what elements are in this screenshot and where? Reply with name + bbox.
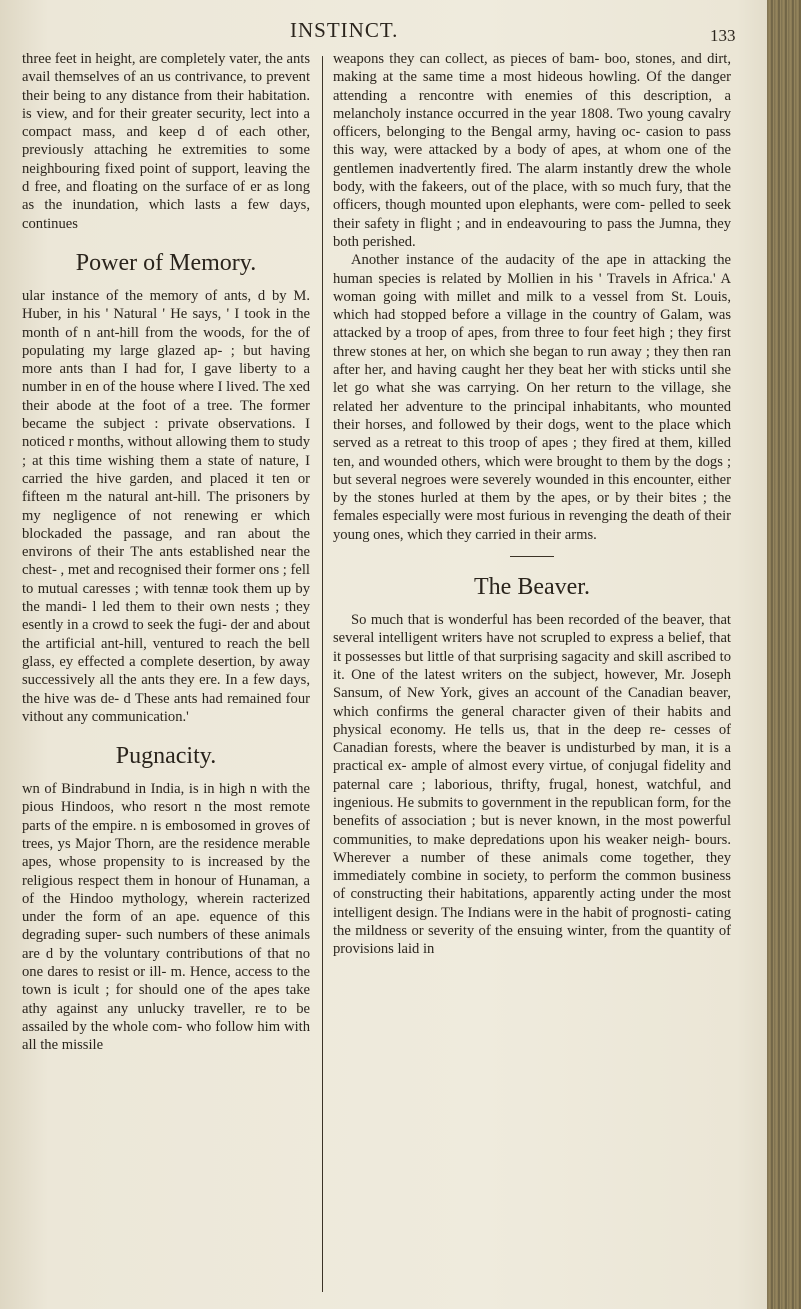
book-edge	[767, 0, 801, 1309]
left-paragraph-2: ular instance of the memory of ants, d by M. Huber, in his ' Natural ' He says, ' I took in the month of n ant-hill from the woods, for the of populating my large glazed ap- ; but having more ants than I had for, I gave liberty to a number in en of the house where I lived. The xed their abode at the foot of a tree. The former became the subject : private observations. I noticed r months, without allowing them to study ; at this time wishing them a state of nature, I carried the hive garden, and placed it ten or fifteen m the natural ant-hill. The prisoners by my negligence of not renewing er which blockaded the passage, and ran about the environs of their The ants established near the chest- , met and recognised their former ons ; fell to mutual caresses ; with tennæ took them up by the mandi- l led them to their own nests ; they esently in a crowd to seek the fugi- der and about the artificial ant-hill, ventured to reach the bell glass, ey effected a complete desertion, by away successively all the ants they ere. In a few days, the hive was de- d These ants had remained four vithout any communication.'	[22, 287, 310, 725]
right-paragraph-2: Another instance of the audacity of the ape in attacking the human species is related by Mollien in his ' Travels in Africa.' A woman going with millet and milk to a vessel from St. Louis, which had stopped before a village in the country of Galam, was attacked by a troop of apes, from three to four feet high ; they first threw stones at her, on which she began to run away ; they then ran after her, and having caught her they beat her with sticks until she let go what she was carrying. On her return to the village, she related her adventure to the principal inhabitants, who mounted their horses, and followed by their dogs, went to the place which served as a retreat to this troop of apes ; they fired at them, killed ten, and wounded others, which were brought to them by the dogs ; but several negroes were severely wounded in this encounter, either by the stones hurled at them by the apes, or by their bites ; the females especially were most furious in revenging the death of their young ones, which they carried in their arms.	[333, 252, 731, 543]
page-header	[0, 12, 760, 48]
left-column	[22, 50, 310, 1055]
right-column	[333, 50, 731, 959]
left-paragraph-3: wn of Bindrabund in India, is in high n with the pious Hindoos, who resort n the most remote parts of the empire. n is embosomed in groves of trees, ys Major Thorn, are the residence merable apes, whose propensity to is increased by the religious respect them in honour of Hunaman, a of the Hindoo mythology, wherein racterized under the form of an ape. equence of this degrading super- such numbers of these animals are d by the voluntary contributions of that no one dares to resist or ill- m. Hence, access to the town is icult ; for should one of the apes take athy against any unlucky traveller, re to be assailed by the whole com- who follow him with all the missile	[22, 781, 310, 1054]
page-number: 133	[710, 26, 736, 45]
right-paragraph-3: So much that is wonderful has been recorded of the beaver, that several intelligent writers have not scrupled to express a belief, that it possesses but little of that surprising sagacity and skill ascribed to it. One of the latest writers on the subject, however, Mr. Joseph Sansum, of New York, gives an account of the Canadian beaver, which confirms the general character given of their habits and physical economy. He tells us, that in the deep re- cesses of Canadian forests, where the beaver is undisturbed by man, it is a practical ex- ample of almost every virtue, of conjugal fidelity and paternal care ; laborious, thrifty, frugal, honest, watchful, and ingenious. He submits to government in the republican form, for the benefits of association ; but is never known, in the most powerful communities, to make depredations upon his weaker neigh- bours. Wherever a number of these animals come together, they immediately combine in society, to perform the common business of constructing their habitations, apparently acting under the most intelligent design. The Indians were in the habit of prognosti- cating the mildness or severity of the ensuing winter, from the quantity of provisions laid in	[333, 612, 732, 958]
heading-the-beaver: The Beaver.	[474, 574, 590, 601]
right-paragraph-1: weapons they can collect, as pieces of bam- boo, stones, and dirt, making at the same time a most hideous howling. Of the danger attending a rencontre with enemies of this description, a melancholy instance occurred in the year 1808. Two young cavalry officers, belonging to the Bengal army, having oc- casion to pass this way, were attacked by a body of apes, at whom one of the gentlemen inadvertently fired. The alarm instantly drew the whole body, with the fakeers, out of the place, with so much fury, that the officers, though mounted upon elephants, were com- pelled to seek their safety in flight ; and in endeavouring to pass the Jumna, they both perished.	[333, 51, 731, 250]
running-head: INSTINCT.	[290, 18, 399, 42]
heading-power-of-memory: Power of Memory.	[75, 249, 257, 276]
column-divider	[322, 56, 323, 1292]
left-paragraph-1: three feet in height, are completely vater, the ants avail themselves of an us contrivance, to prevent their being to any distance from their habitation. is view, and for their greater security, lect into a compact mass, and keep d of each other, previously attaching he extremities to some neighbouring fixed point of support, leaving the d free, and floating on the surface of er as long as the inundation, which lasts a few days, continues	[22, 51, 310, 232]
heading-pugnacity: Pugnacity.	[115, 743, 217, 770]
section-rule	[510, 556, 554, 557]
